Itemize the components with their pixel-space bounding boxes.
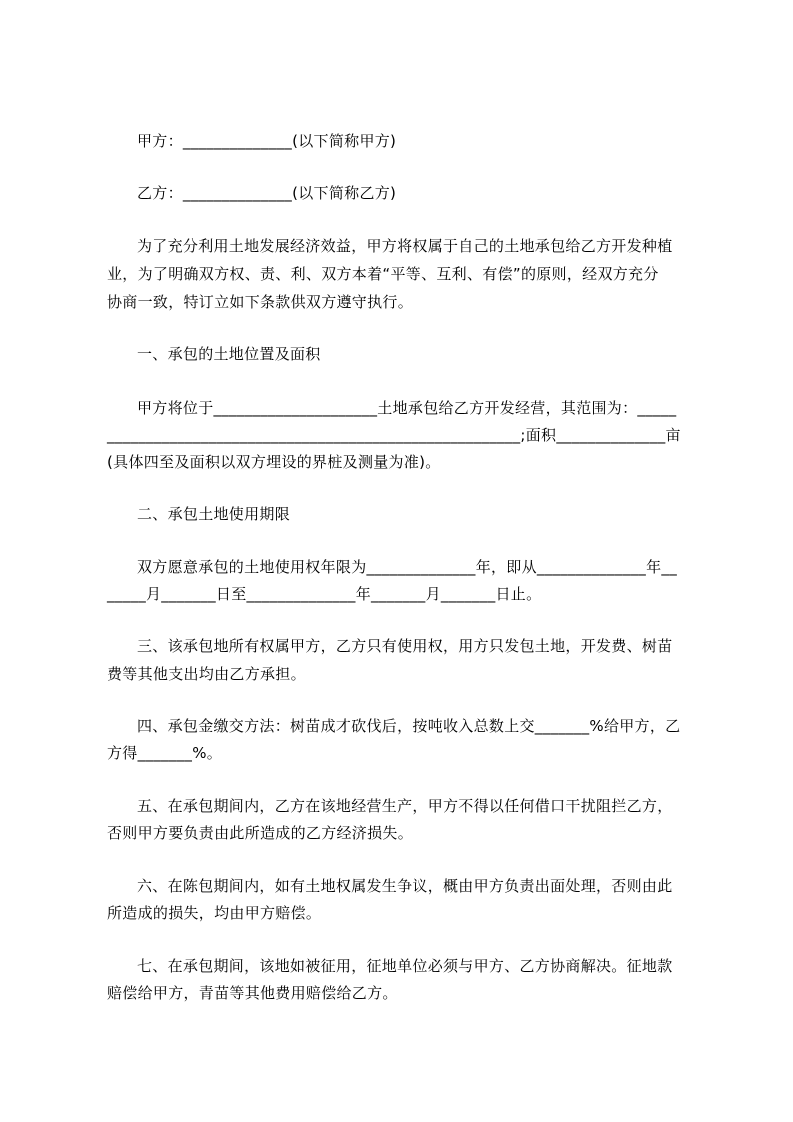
section-1-line-1: 甲方将位于_____________________土地承包给乙方开发经营，其范围为：_____ [137, 399, 677, 417]
section-3-line-2: 费等其他支出均由乙方承担。 [107, 665, 306, 683]
section-1-line-3: (具体四至及面积以双方埋设的界桩及测量为准)。 [107, 453, 441, 471]
intro-line-3: 协商一致，特订立如下条款供双方遵守执行。 [107, 293, 414, 311]
section-1-title: 一、承包的土地位置及面积 [137, 345, 321, 363]
section-5-line-2: 否则甲方要负责由此所造成的乙方经济损失。 [107, 824, 414, 842]
party-a-line: 甲方：______________(以下简称甲方) [137, 132, 397, 150]
section-2-line-1: 双方愿意承包的土地使用权年限为______________年，即从______________年__ [137, 558, 678, 576]
section-7-line-2: 赔偿给甲方，青苗等其他费用赔偿给乙方。 [107, 984, 398, 1002]
intro-line-2: 业，为了明确双方权、责、利、双方本着“平等、互利、有偿”的原则，经双方充分 [107, 265, 659, 283]
party-b-line: 乙方：______________(以下简称乙方) [137, 184, 397, 202]
section-2-title: 二、承包土地使用期限 [137, 505, 291, 523]
section-7-line-1: 七、在承包期间，该地如被征用，征地单位必须与甲方、乙方协商解决。征地款 [137, 957, 673, 975]
section-2-line-2: _____月_______日至______________年_______月_______日止。 [107, 585, 542, 603]
intro-line-1: 为了充分利用土地发展经济效益，甲方将权属于自己的土地承包给乙方开发种植 [137, 237, 673, 255]
section-6-line-2: 所造成的损失，均由甲方赔偿。 [107, 904, 322, 922]
section-4-line-1: 四、承包金缴交方法：树苗成才砍伐后，按吨收入总数上交_______%给甲方，乙 [137, 717, 681, 735]
section-4-line-2: 方得_______%。 [107, 744, 223, 762]
section-1-line-2: _____________________________________________________;面积______________亩 [107, 426, 681, 444]
section-5-line-1: 五、在承包期间内，乙方在该地经营生产，甲方不得以任何借口干扰阻拦乙方， [137, 797, 673, 815]
section-3-line-1: 三、该承包地所有权属甲方，乙方只有使用权，用方只发包土地，开发费、树苗 [137, 637, 673, 655]
section-6-line-1: 六、在陈包期间内，如有土地权属发生争议，概由甲方负责出面处理，否则由此 [137, 877, 673, 895]
